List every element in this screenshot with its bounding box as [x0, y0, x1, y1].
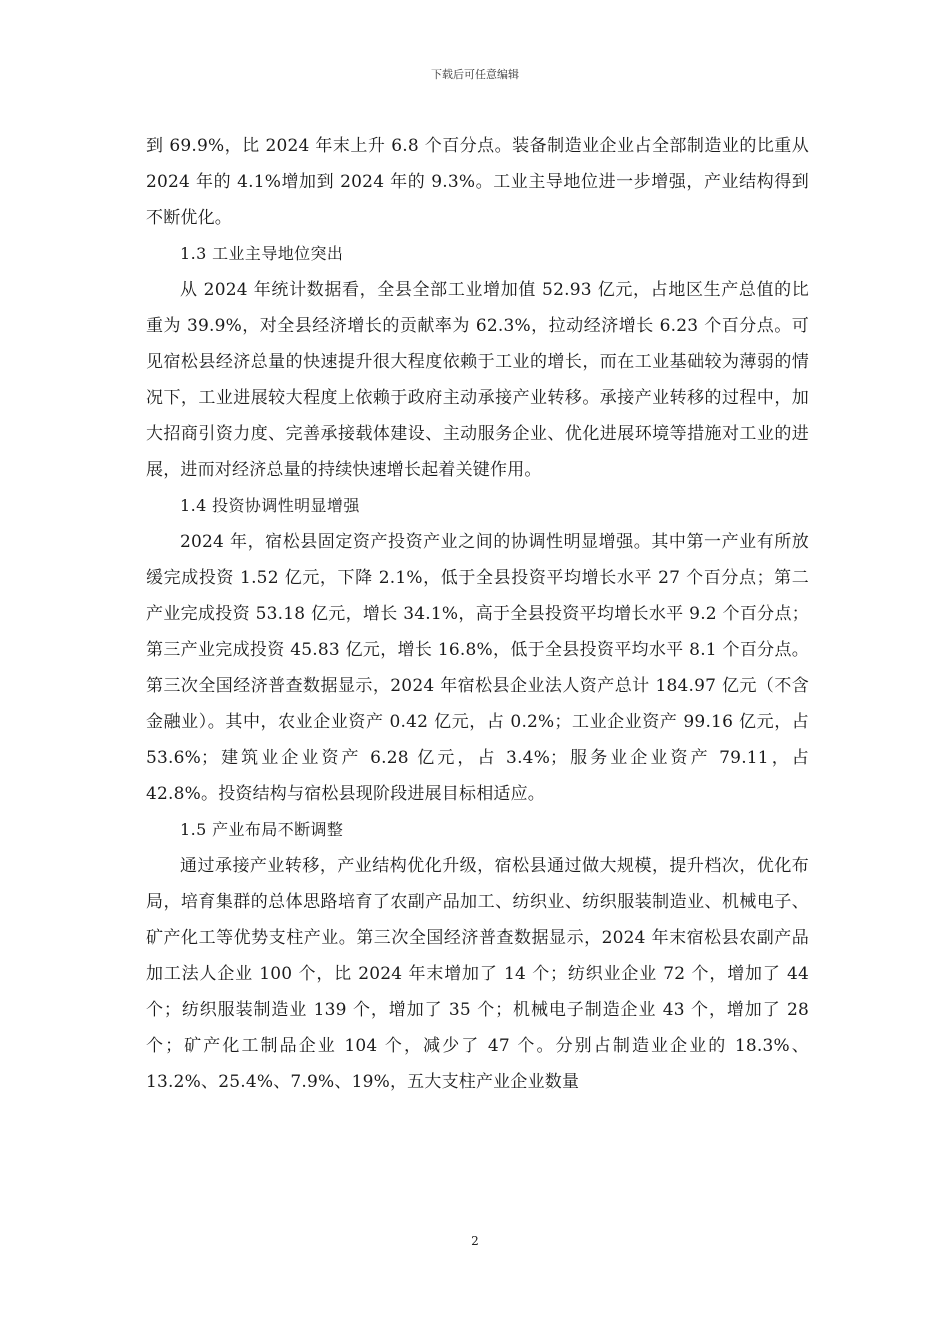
section-heading-1-4: 1.4 投资协调性明显增强 [180, 496, 360, 515]
paragraph-industry-dominance: 从 2024 年统计数据看，全县全部工业增加值 52.93 亿元，占地区生产总值的比重为 39.9%，对全县经济增长的贡献率为 62.3%，拉动经济增长 6.23 个百分点。可见宿松县经济总量的快速提升很大程度依赖于工业的增长，而在工业基础较为薄弱的情况下，工业进展较大程度上依赖于政府主动承接产业转移。承接产业转移的过程中，加大招商引资力度、完善承接载体建设、主动服务企业、优化进展环境等措施对工业的进展，进而对经济总量的持续快速增长起着关键作用。 [146, 280, 809, 480]
paragraph-continued: 到 69.9%，比 2024 年末上升 6.8 个百分点。装备制造业企业占全部制造业的比重从 2024 年的 4.1%增加到 2024 年的 9.3%。工业主导地位进一步增强，产业结构得到不断优化。 [146, 136, 809, 228]
page-header-note: 下载后可任意编辑 [431, 68, 519, 81]
paragraph-investment-coordination: 2024 年，宿松县固定资产投资产业之间的协调性明显增强。其中第一产业有所放缓完成投资 1.52 亿元，下降 2.1%，低于全县投资平均增长水平 27 个百分点；第二产业完成投资 53.18 亿元，增长 34.1%，高于全县投资平均增长水平 9.2 个百分点；第三产业完成投资 45.83 亿元，增长 16.8%，低于全县投资平均水平 8.1 个百分点。第三次全国经济普查数据显示，2024 年宿松县企业法人资产总计 184.97 亿元（不含金融业）。其中，农业企业资产 0.42 亿元，占 0.2%；工业企业资产 99.16 亿元，占 53.6%；建筑业企业资产 6.28 亿元，占 3.4%；服务业企业资产 79.11，占 42.8%。投资结构与宿松县现阶段进展目标相适应。 [146, 532, 809, 804]
paragraph-industry-layout: 通过承接产业转移，产业结构优化升级，宿松县通过做大规模，提升档次，优化布局，培育集群的总体思路培育了农副产品加工、纺织业、纺织服装制造业、机械电子、矿产化工等优势支柱产业。第三次全国经济普查数据显示，2024 年末宿松县农副产品加工法人企业 100 个，比 2024 年末增加了 14 个；纺织业企业 72 个，增加了 44 个；纺织服装制造业 139 个，增加了 35 个；机械电子制造企业 43 个，增加了 28 个；矿产化工制品企业 104 个，减少了 47 个。分别占制造业企业的 18.3%、13.2%、25.4%、7.9%、19%，五大支柱产业企业数量 [146, 856, 809, 1092]
section-heading-1-3: 1.3 工业主导地位突出 [180, 244, 344, 263]
document-body [146, 128, 809, 1100]
page-number: 2 [471, 1234, 479, 1248]
section-heading-1-5: 1.5 产业布局不断调整 [180, 820, 344, 839]
